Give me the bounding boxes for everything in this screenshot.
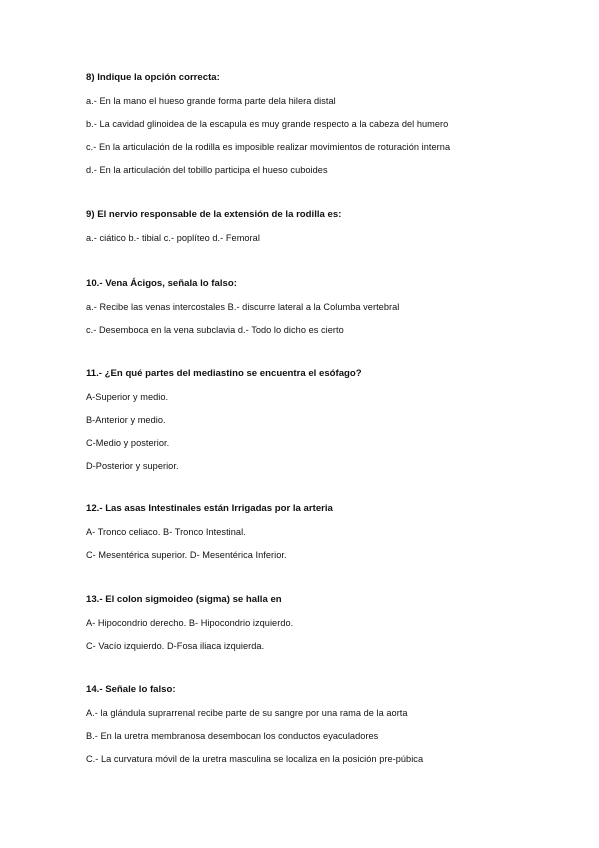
question-title: 8) Indique la opción correcta: bbox=[86, 72, 220, 83]
question-9 bbox=[86, 208, 576, 254]
question-13 bbox=[86, 593, 576, 662]
question-11 bbox=[86, 367, 576, 482]
option-line-1: a.- Recibe las venas intercostales B.- discurre lateral a la Columba vertebral bbox=[86, 302, 400, 312]
question-10 bbox=[86, 277, 576, 346]
question-title: 12.- Las asas Intestinales están Irrigadas por la arteria bbox=[86, 503, 333, 514]
option-line: a.- ciático b.- tibial c.- poplíteo d.- Femoral bbox=[86, 233, 260, 243]
question-title: 14.- Señale lo falso: bbox=[86, 684, 176, 695]
option-a: A.- la glándula suprarrenal recibe parte de su sangre por una rama de la aorta bbox=[86, 708, 408, 718]
option-b: B.- En la uretra membranosa desembocan los conductos eyaculadores bbox=[86, 731, 379, 741]
question-title: 13.- El colon sigmoideo (sigma) se halla en bbox=[86, 594, 282, 605]
question-12 bbox=[86, 502, 576, 571]
option-b: b.- La cavidad glinoidea de la escapula es muy grande respecto a la cabeza del humero bbox=[86, 119, 449, 129]
option-a: A-Superior y medio. bbox=[86, 392, 169, 402]
option-c: C-Medio y posterior. bbox=[86, 438, 170, 448]
option-line-2: c.- Desemboca en la vena subclavia d.- Todo lo dicho es cierto bbox=[86, 325, 344, 335]
question-8 bbox=[86, 71, 576, 186]
question-14 bbox=[86, 683, 576, 775]
option-a: a.- En la mano el hueso grande forma parte dela hilera distal bbox=[86, 96, 336, 106]
option-c: c.- En la articulación de la rodilla es imposible realizar movimientos de roturación interna bbox=[86, 142, 451, 152]
option-b: B-Anterior y medio. bbox=[86, 415, 166, 425]
option-line-1: A- Hipocondrio derecho. B- Hipocondrio izquierdo. bbox=[86, 618, 294, 628]
option-d: d.- En la articulación del tobillo participa el hueso cuboides bbox=[86, 165, 328, 175]
question-title: 10.- Vena Ácigos, señala lo falso: bbox=[86, 278, 237, 289]
option-d: D-Posterior y superior. bbox=[86, 461, 179, 471]
question-title: 9) El nervio responsable de la extensión de la rodilla es: bbox=[86, 209, 342, 220]
option-line-2: C- Vacío izquierdo. D-Fosa iliaca izquierda. bbox=[86, 641, 265, 651]
option-line-1: A- Tronco celiaco. B- Tronco Intestinal. bbox=[86, 527, 246, 537]
option-c: C.- La curvatura móvil de la uretra masculina se localiza en la posición pre-púbica bbox=[86, 754, 424, 764]
question-title: 11.- ¿En qué partes del mediastino se encuentra el esófago? bbox=[86, 368, 362, 379]
option-line-2: C- Mesentérica superior. D- Mesentérica Inferior. bbox=[86, 550, 287, 560]
